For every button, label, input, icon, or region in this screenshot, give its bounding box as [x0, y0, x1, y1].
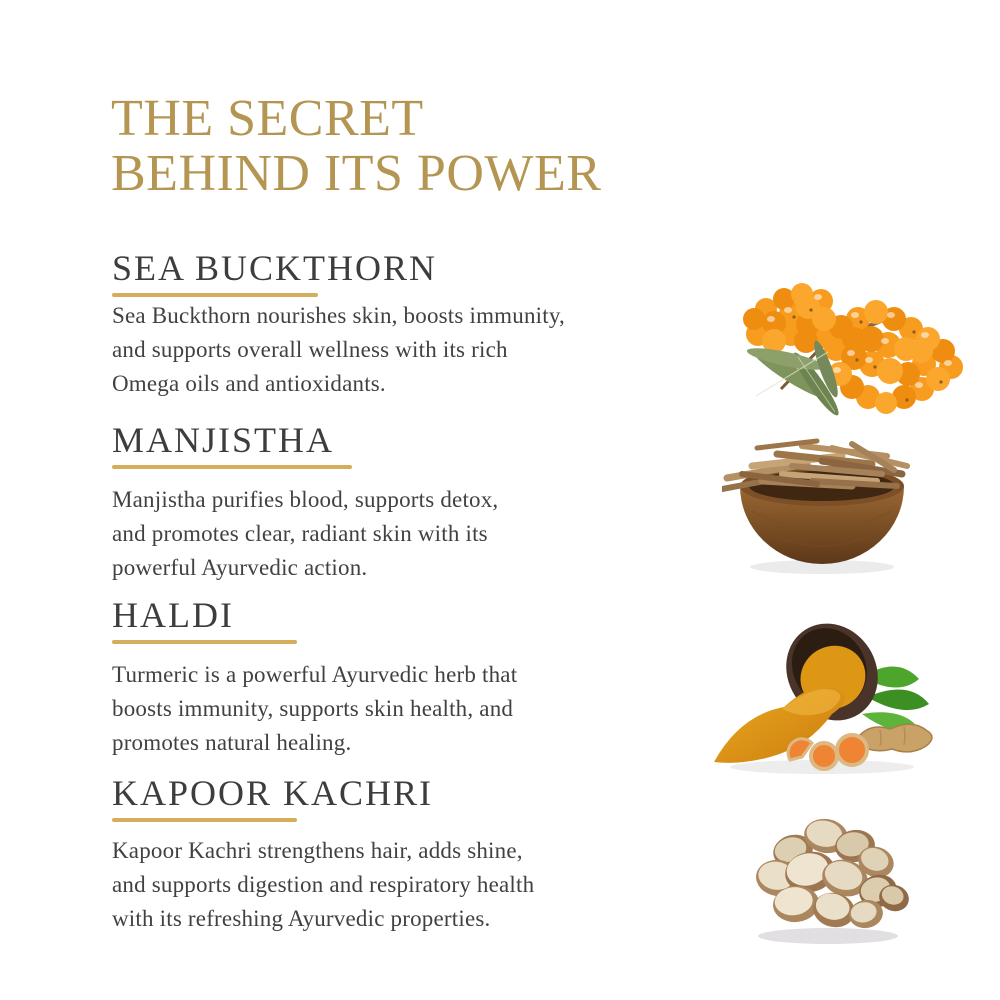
section-manjistha	[112, 420, 712, 585]
section-heading: SEA BUCKTHORN	[112, 248, 438, 288]
body-line: and promotes clear, radiant skin with its	[112, 521, 488, 546]
gold-underline	[112, 465, 352, 469]
section-description	[112, 483, 712, 585]
body-line: promotes natural healing.	[112, 730, 352, 755]
page-title-line1: THE SECRET	[111, 90, 424, 147]
gold-underline	[112, 818, 297, 822]
section-heading: MANJISTHA	[112, 420, 335, 460]
body-line: Sea Buckthorn nourishes skin, boosts immunity,	[112, 303, 566, 328]
body-line: boosts immunity, supports skin health, and	[112, 696, 514, 721]
manjistha-illustration	[722, 426, 922, 576]
kapoor-kachri-image	[748, 796, 918, 946]
kapoor-kachri-illustration	[748, 796, 918, 946]
sea-buckthorn-image	[736, 278, 968, 420]
turmeric-illustration	[712, 616, 942, 778]
section-heading: HALDI	[112, 595, 234, 635]
section-kapoor-kachri	[112, 773, 712, 936]
section-haldi	[112, 595, 712, 760]
section-sea-buckthorn	[112, 248, 712, 401]
body-line: with its refreshing Ayurvedic properties.	[112, 906, 491, 931]
gold-underline	[112, 293, 318, 297]
body-line: Omega oils and antioxidants.	[112, 371, 386, 396]
page-title-line2: BEHIND ITS POWER	[111, 145, 602, 202]
section-description	[112, 299, 712, 401]
section-description	[112, 658, 712, 760]
sea-buckthorn-illustration	[736, 278, 968, 420]
body-line: powerful Ayurvedic action.	[112, 555, 368, 580]
body-line: and supports digestion and respiratory health	[112, 872, 535, 897]
body-line: Manjistha purifies blood, supports detox,	[112, 487, 499, 512]
section-heading: KAPOOR KACHRI	[112, 773, 434, 813]
section-description	[112, 834, 712, 936]
body-line: Turmeric is a powerful Ayurvedic herb that	[112, 662, 518, 687]
manjistha-image	[722, 426, 922, 576]
gold-underline	[112, 640, 297, 644]
body-line: and supports overall wellness with its rich	[112, 337, 508, 362]
body-line: Kapoor Kachri strengthens hair, adds shine,	[112, 838, 523, 863]
turmeric-image	[712, 616, 942, 778]
page-title	[111, 91, 601, 201]
